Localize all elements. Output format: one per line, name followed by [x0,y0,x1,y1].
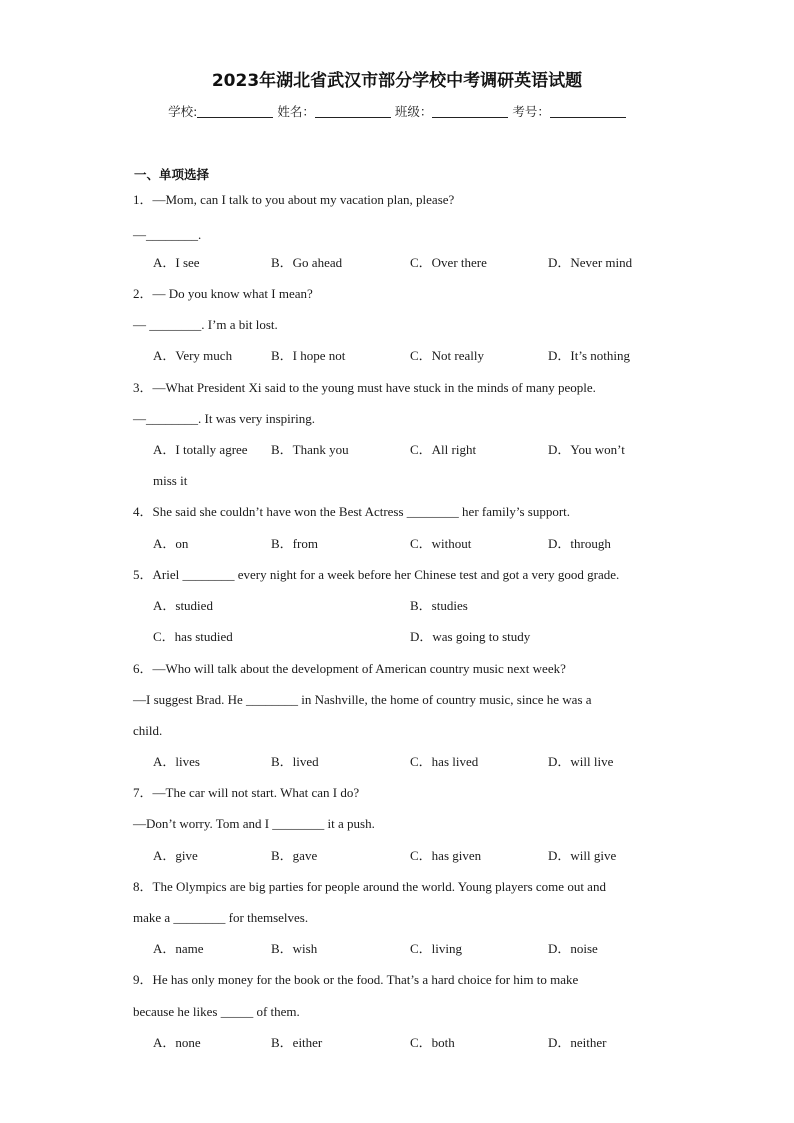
option-d: D．It’s nothing [548,348,630,363]
option-b: B．I hope not [271,348,346,363]
option-d: D．through [548,536,611,551]
option-b: B．wish [271,941,318,956]
option-a: A．give [153,848,198,863]
option-b: B．either [271,1035,323,1050]
class-blank [432,104,508,118]
option-c: C．All right [410,442,477,457]
question-text: 3．—What President Xi said to the young must have stuck in the minds of many people. [133,380,596,395]
option-a: A．I see [153,255,200,270]
option-c: C．has studied [153,629,233,644]
option-c: C．living [410,941,463,956]
question-text: 2．— Do you know what I mean? [133,286,313,301]
option-c: C．Not really [410,348,485,363]
question-text: 9．He has only money for the book or the food. That’s a hard choice for him to make [133,972,579,987]
option-d-continued: miss it [153,473,188,488]
option-a: A．lives [153,754,200,769]
option-b: B．gave [271,848,318,863]
exam-number-blank [550,104,626,118]
option-d: D．was going to study [410,629,531,644]
school-blank [197,104,273,118]
option-d: D．Never mind [548,255,633,270]
question-text: because he likes _____ of them. [133,1004,300,1019]
exam-number-label: 考号： [512,104,550,119]
option-d: D．will give [548,848,617,863]
question-text: —________. [133,227,202,242]
option-a: A．I totally agree [153,442,248,457]
question-text: child. [133,723,163,738]
question-text: 5．Ariel ________ every night for a week before her Chinese test and got a very good grade. [133,567,620,582]
option-a: A．name [153,941,204,956]
option-c: C．both [410,1035,455,1050]
question-text: 6．—Who will talk about the development of American country music next week? [133,661,566,676]
option-b: B．lived [271,754,319,769]
option-d: D．noise [548,941,598,956]
option-b: B．Thank you [271,442,349,457]
option-a: A．on [153,536,189,551]
question-text: make a ________ for themselves. [133,910,309,925]
option-b: B．from [271,536,318,551]
option-c: C．without [410,536,472,551]
option-a: A．none [153,1035,201,1050]
question-text: 1．—Mom, can I talk to you about my vacation plan, please? [133,192,455,207]
question-text: — ________. I’m a bit lost. [133,317,278,332]
option-d: D．neither [548,1035,607,1050]
question-text: 7．—The car will not start. What can I do? [133,785,360,800]
student-info-line [0,102,794,120]
name-label: 姓名： [277,104,315,119]
option-a: A．Very much [153,348,233,363]
question-text: 4．She said she couldn’t have won the Best Actress ________ her family’s support. [133,504,571,519]
option-c: C．has lived [410,754,479,769]
school-label: 学校: [168,104,198,119]
exam-title: 2023年湖北省武汉市部分学校中考调研英语试题 [211,71,583,91]
option-d: D．You won’t [548,442,625,457]
question-text: —Don’t worry. Tom and I ________ it a push. [133,816,375,831]
question-text: 8．The Olympics are big parties for people around the world. Young players come out and [133,879,606,894]
option-b: B．studies [410,598,468,613]
option-b: B．Go ahead [271,255,343,270]
option-c: C．has given [410,848,482,863]
option-a: A．studied [153,598,213,613]
question-text: —________. It was very inspiring. [133,411,315,426]
class-label: 班级： [394,104,433,119]
option-c: C．Over there [410,255,487,270]
question-text: —I suggest Brad. He ________ in Nashville, the home of country music, since he was a [133,692,592,707]
name-blank [315,104,391,118]
option-d: D．will live [548,754,614,769]
section-title: 一、单项选择 [134,167,210,182]
